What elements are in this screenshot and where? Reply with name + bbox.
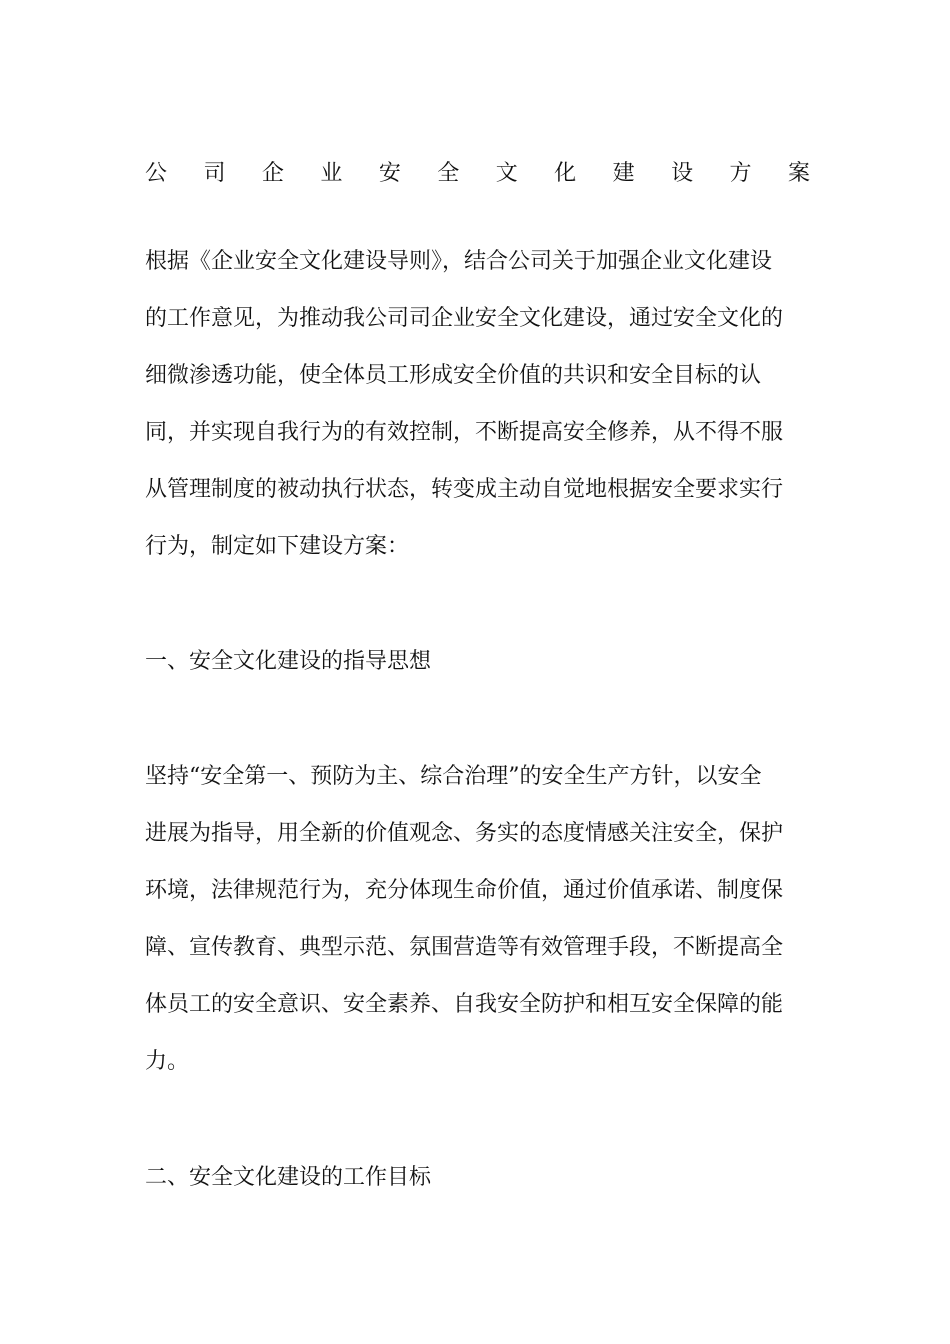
section1-paragraph-line: 体员工的安全意识、安全素养、自我安全防护和相互安全保障的能 [145, 992, 784, 1017]
section-heading-work-goals: 二、安全文化建设的工作目标 [145, 1165, 432, 1190]
title-char: 业 [320, 161, 343, 186]
document-title [145, 156, 810, 192]
title-char: 化 [554, 161, 577, 186]
intro-paragraph-line: 的工作意见，为推动我公司司企业安全文化建设，通过安全文化的 [145, 306, 784, 331]
section1-paragraph-line: 力。 [145, 1049, 190, 1074]
title-char: 司 [203, 161, 226, 186]
section1-paragraph-line: 障、宣传教育、典型示范、氛围营造等有效管理手段，不断提高全 [145, 935, 784, 960]
intro-paragraph-line: 同，并实现自我行为的有效控制，不断提高安全修养，从不得不服 [145, 420, 784, 445]
intro-paragraph-line: 根据《企业安全文化建设导则》，结合公司关于加强企业文化建设 [145, 249, 773, 274]
title-char: 案 [787, 161, 810, 186]
section-heading-guiding-ideology: 一、安全文化建设的指导思想 [145, 649, 432, 674]
title-char: 全 [437, 161, 460, 186]
title-char: 设 [671, 161, 694, 186]
title-char: 建 [612, 161, 635, 186]
section1-paragraph-line: 环境，法律规范行为，充分体现生命价值，通过价值承诺、制度保 [145, 878, 784, 903]
section1-paragraph-line: 进展为指导，用全新的价值观念、务实的态度情感关注安全，保护 [145, 821, 784, 846]
intro-paragraph-line: 行为，制定如下建设方案： [145, 534, 410, 559]
intro-paragraph-line: 从管理制度的被动执行状态，转变成主动自觉地根据安全要求实行 [145, 477, 784, 502]
title-char: 文 [495, 161, 518, 186]
title-char: 方 [729, 161, 752, 186]
title-char: 企 [261, 161, 284, 186]
title-char: 安 [378, 161, 401, 186]
section1-paragraph-line: 坚持“安全第一、预防为主、综合治理”的安全生产方针，以安全 [145, 764, 762, 789]
intro-paragraph-line: 细微渗透功能，使全体员工形成安全价值的共识和安全目标的认 [145, 363, 762, 388]
title-char: 公 [145, 161, 168, 186]
